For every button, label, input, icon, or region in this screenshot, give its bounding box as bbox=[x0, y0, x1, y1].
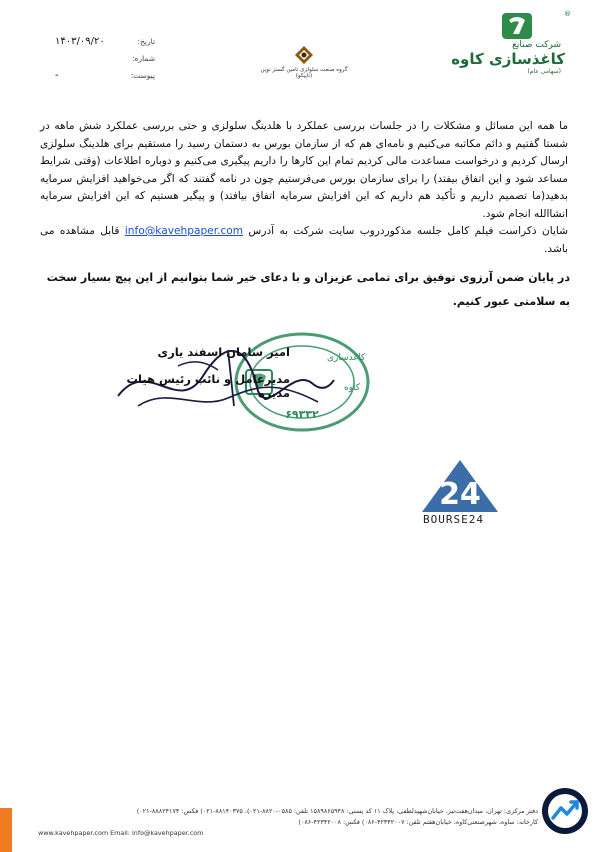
company-logo bbox=[449, 10, 569, 74]
group-short-name: (تاپیکو) bbox=[295, 73, 313, 79]
website-text-before: شایان ذکراست فیلم کامل جلسه مذکوردروب سایت شرکت به آدرس bbox=[248, 225, 569, 237]
footer-factory-address: کارخانه: ساوه، شهرصنعتی‌کاوه، خیابان‌هفتم تلفن: ۴۲۳۴۲۰۰۷-۰۸۶) فکس: ۴۲۳۴۲۰۰۸-۰۸۶) bbox=[298, 818, 538, 826]
stamp-number: ۶۹۳۳۲ bbox=[285, 408, 319, 421]
attachment-value: - bbox=[55, 70, 59, 81]
website-paragraph bbox=[40, 223, 568, 258]
svg-text:24: 24 bbox=[439, 477, 481, 512]
closing-paragraph: در پایان ضمن آرزوی توفیق برای تمامی عزیزان و با دعای خیر شما بتوانیم از این پیچ بسیار سخت به سلامتی عبور کنیم. bbox=[46, 271, 570, 308]
attachment-label: پیوست: bbox=[130, 71, 155, 80]
bourse24-logo-icon bbox=[420, 458, 500, 514]
bourse24-text: BOURSE24 bbox=[423, 513, 484, 526]
number-label: شماره: bbox=[132, 54, 155, 63]
date-row bbox=[55, 33, 155, 50]
company-name: کاغذسازی کاوه bbox=[451, 50, 565, 68]
tapico-logo-icon bbox=[294, 45, 314, 65]
website-text-after: قابل مشاهده می باشد. bbox=[40, 225, 568, 255]
letter-meta bbox=[55, 33, 155, 84]
footer-web-email: www.kavehpaper.com Email: info@kavehpaper.com bbox=[38, 829, 204, 837]
body-paragraph: ما همه این مسائل و مشکلات را در جلسات بررسی عملکرد با هلدینگ سلولزی و حتی بررسی عملکرد شش ماهه در شستا گفتیم و دائم مکاتبه می‌کنیم و نامه‌ای هم که از سازمان بورس به دستمان رسید را مستقیم برای هلدینگ سلولزی ارسال کردیم و درخواست مساعدت مالی کردیم تمام این کارها را داریم پیگیری می‌کنیم و دوباره اطلاعات (وقتی شرایط مساعد شود و این اتفاق بیفتد) را برای سازمان بورس می‌فرستیم چون در نامه گفتند که اگر می‌خواهید افزایش سرمایه بدهید(ما تصمیم داریم و تأکید هم داریم که این افزایش سرمایه اتفاق بیافتد) و پیگیر هستیم که این افزایش سرمایه انشاالله انجام شود. bbox=[40, 120, 568, 220]
email-link[interactable]: info@kavehpaper.com bbox=[124, 225, 244, 237]
signer-title: مدیرعامل و نائب رئیس هیات مدیره bbox=[126, 372, 290, 400]
stamp-text: کاغذسازی bbox=[327, 353, 366, 363]
kaveh-logo-icon bbox=[501, 12, 533, 40]
company-top-label: شرکت صنایع bbox=[512, 40, 561, 50]
date-label: تاریخ: bbox=[137, 37, 155, 46]
group-logo bbox=[252, 45, 356, 81]
company-type: (سهامی عام) bbox=[527, 68, 561, 75]
signer-name: امیر سامان اسفند یاری bbox=[157, 345, 290, 359]
date-value: ۱۴۰۳/۰۹/۲۰ bbox=[55, 36, 105, 47]
chart-badge-icon bbox=[540, 786, 590, 836]
stamp-text-2: کاوه bbox=[344, 383, 361, 393]
group-name: گروه صنعت سلولزی تامین گستر نوین bbox=[260, 67, 348, 73]
number-row bbox=[55, 50, 155, 67]
footer-office-address: دفتر مرکزی: تهران، میدان‌هفت‌تیر، خیابان‌شهیدلطفی، پلاک ۱۱ کد پستی: ۱۵۸۹۸۶۵۹۴۸ تلفن: ۰۵۸۵-۸۸۲۰-۰۲۱)، ۸۸۱۴۰۳۷۵-۰۲۱) فکس: ۸۸۸۲۴۱۷۴-۰۲۱) bbox=[136, 807, 538, 815]
attachment-row bbox=[55, 67, 155, 84]
footer-accent-bar bbox=[0, 808, 12, 852]
letter-footer bbox=[38, 806, 538, 839]
letter-body bbox=[40, 118, 568, 258]
registered-mark: ® bbox=[564, 10, 571, 18]
